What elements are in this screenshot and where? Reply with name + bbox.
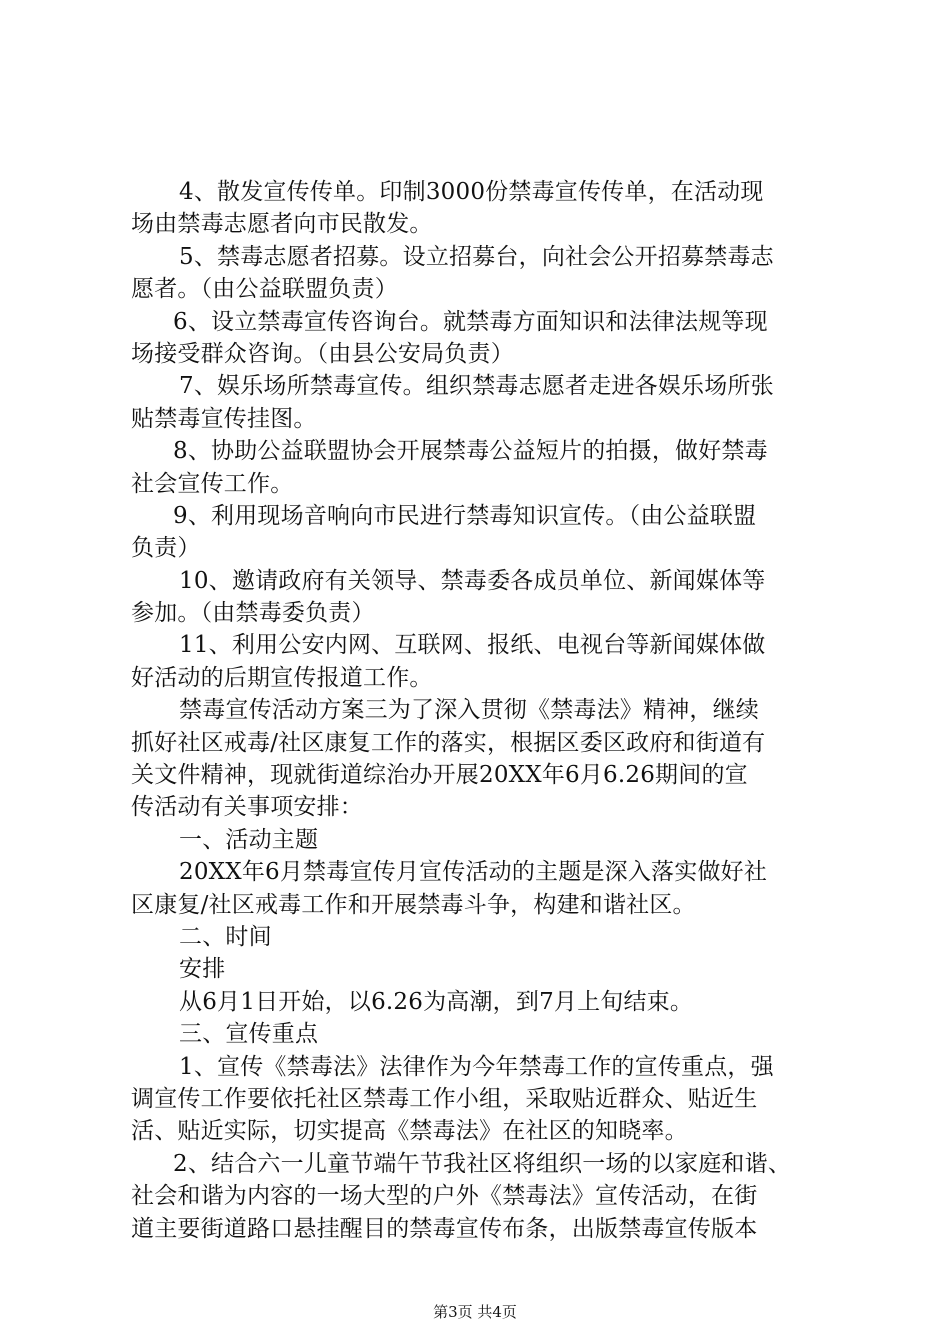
text-line: 10、邀请政府有关领导、禁毒委各成员单位、新闻媒体等: [179, 567, 766, 594]
text-line: 4、散发宣传传单。印制3000份禁毒宣传传单，在活动现: [179, 179, 764, 205]
text-line: 抓好社区戒毒/社区康复工作的落实，根据区委区政府和街道有: [131, 729, 766, 756]
text-line: 调宣传工作要依托社区禁毒工作小组，采取贴近群众、贴近生: [131, 1085, 758, 1112]
text-line: 活、贴近实际，切实提高《禁毒法》在社区的知晓率。: [131, 1118, 688, 1145]
text-line: 社会和谐为内容的一场大型的户外《禁毒法》宣传活动，在街: [131, 1183, 758, 1210]
page-footer: 第3页 共4页: [433, 1303, 517, 1321]
text-line: 2、结合六一儿童节端午节我社区将组织一场的以家庭和谐、: [173, 1150, 792, 1177]
text-line: 二、时间: [179, 923, 272, 950]
text-line: 参加。（由禁毒委负责）: [131, 600, 375, 627]
text-line: 场接受群众咨询。（由县公安局负责）: [131, 340, 514, 367]
text-line: 从6月1日开始，以6.26为高潮，到7月上旬结束。: [179, 988, 694, 1015]
text-line: 愿者。（由公益联盟负责）: [131, 276, 398, 303]
text-line: 11、利用公安内网、互联网、报纸、电视台等新闻媒体做: [179, 632, 766, 659]
text-line: 三、宣传重点: [179, 1021, 319, 1048]
text-line: 安排: [179, 956, 226, 983]
text-line: 好活动的后期宣传报道工作。: [131, 664, 433, 691]
text-line: 贴禁毒宣传挂图。: [131, 405, 317, 432]
text-line: 5、禁毒志愿者招募。设立招募台，向社会公开招募禁毒志: [179, 243, 774, 270]
text-line: 8、协助公益联盟协会开展禁毒公益短片的拍摄，做好禁毒: [173, 438, 768, 465]
text-line: 负责）: [131, 535, 201, 562]
text-line: 1、宣传《禁毒法》法律作为今年禁毒工作的宣传重点，强: [179, 1053, 774, 1080]
text-line: 20XX年6月禁毒宣传月宣传活动的主题是深入落实做好社: [179, 859, 768, 886]
document-body: [131, 176, 831, 1245]
text-line: 一、活动主题: [179, 826, 319, 853]
text-line: 禁毒宣传活动方案三为了深入贯彻《禁毒法》精神，继续: [179, 697, 759, 724]
text-line: 7、娱乐场所禁毒宣传。组织禁毒志愿者走进各娱乐场所张: [179, 373, 774, 400]
text-line: 6、设立禁毒宣传咨询台。就禁毒方面知识和法律法规等现: [173, 308, 768, 335]
text-line: 传活动有关事项安排：: [131, 794, 363, 821]
text-line: 场由禁毒志愿者向市民散发。: [131, 211, 433, 238]
text-line: 道主要街道路口悬挂醒目的禁毒宣传布条，出版禁毒宣传版本: [131, 1215, 758, 1242]
text-line: 社会宣传工作。: [131, 470, 294, 497]
text-line: 9、利用现场音响向市民进行禁毒知识宣传。（由公益联盟: [173, 502, 757, 529]
text-line: 关文件精神，现就街道综治办开展20XX年6月6.26期间的宣: [131, 762, 748, 789]
text-line: 区康复/社区戒毒工作和开展禁毒斗争，构建和谐社区。: [131, 891, 696, 918]
